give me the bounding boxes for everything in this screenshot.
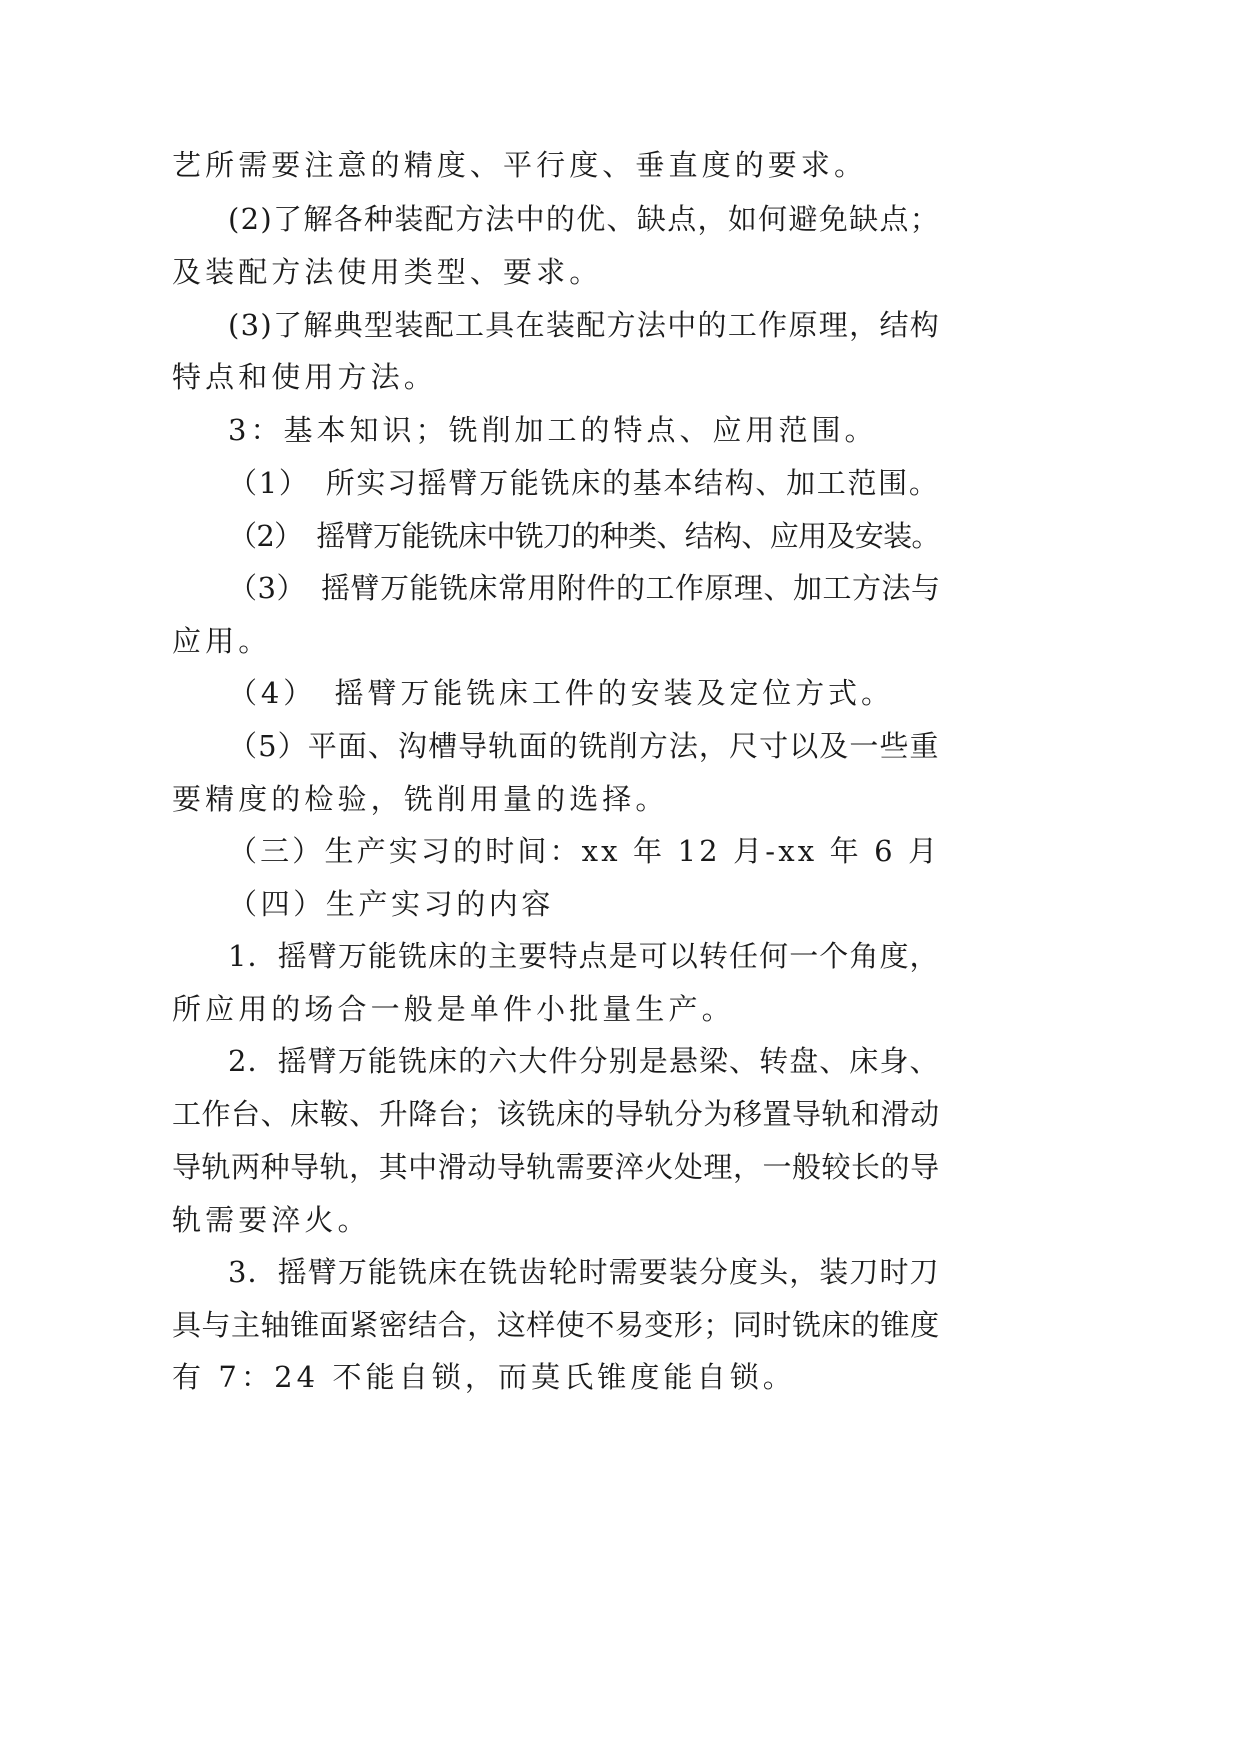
text-line: 有 7：24 不能自锁，而莫氏锥度能自锁。 bbox=[172, 1360, 796, 1394]
text-line: 导轨两种导轨，其中滑动导轨需要淬火处理，一般较长的导 bbox=[172, 1150, 940, 1184]
text-line: 特点和使用方法。 bbox=[172, 360, 437, 394]
text-line: 工作台、床鞍、升降台；该铣床的导轨分为移置导轨和滑动 bbox=[172, 1097, 940, 1131]
text-line: 2．摇臂万能铣床的六大件分别是悬梁、转盘、床身、 bbox=[228, 1044, 940, 1078]
text-line: 1．摇臂万能铣床的主要特点是可以转任何一个角度， bbox=[228, 939, 940, 973]
text-line: （1） 所实习摇臂万能铣床的基本结构、加工范围。 bbox=[228, 466, 940, 500]
text-line: （3） 摇臂万能铣床常用附件的工作原理、加工方法与 bbox=[228, 571, 941, 605]
text-line: (2)了解各种装配方法中的优、缺点，如何避免缺点； bbox=[228, 202, 941, 236]
text-line: （2） 摇臂万能铣床中铣刀的种类、结构、应用及安装。 bbox=[228, 519, 940, 553]
text-line: (3)了解典型装配工具在装配方法中的工作原理，结构 bbox=[228, 308, 941, 342]
text-line: 具与主轴锥面紧密结合，这样使不易变形；同时铣床的锥度 bbox=[172, 1308, 940, 1342]
text-line: （4） 摇臂万能铣床工件的安装及定位方式。 bbox=[228, 676, 894, 710]
text-line: 所应用的场合一般是单件小批量生产。 bbox=[172, 992, 735, 1026]
text-line: 3：基本知识；铣削加工的特点、应用范围。 bbox=[228, 413, 878, 447]
text-line: （三）生产实习的时间：xx 年 12 月-xx 年 6 月 bbox=[228, 834, 941, 868]
text-line: 要精度的检验，铣削用量的选择。 bbox=[172, 782, 669, 816]
text-line: 3．摇臂万能铣床在铣齿轮时需要装分度头，装刀时刀 bbox=[228, 1255, 940, 1289]
text-line: 及装配方法使用类型、要求。 bbox=[172, 255, 603, 289]
text-line: 应用。 bbox=[172, 624, 272, 658]
text-line: （四）生产实习的内容 bbox=[228, 887, 555, 921]
text-line: 轨需要淬火。 bbox=[172, 1203, 371, 1237]
text-line: （5）平面、沟槽导轨面的铣削方法，尺寸以及一些重 bbox=[228, 729, 940, 763]
text-line: 艺所需要注意的精度、平行度、垂直度的要求。 bbox=[172, 148, 868, 182]
